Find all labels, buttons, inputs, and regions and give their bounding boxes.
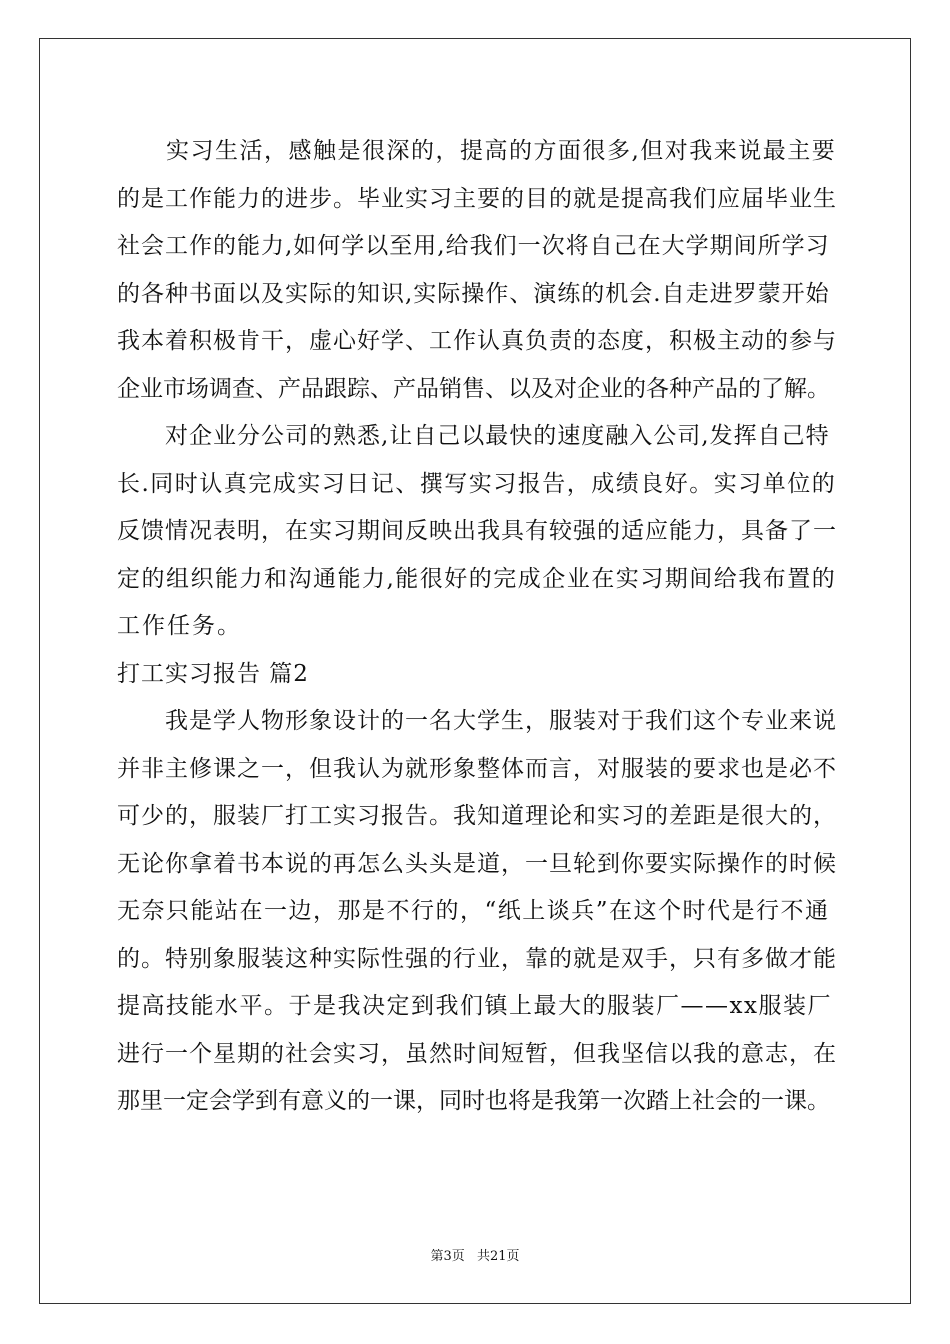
text-line: 我是学人物形象设计的一名大学生，服装对于我们这个专业来说: [117, 708, 837, 734]
text-line: 我本着积极肯干，虚心好学、工作认真负责的态度，积极主动的参与: [117, 328, 837, 354]
text-line: 长.同时认真完成实习日记、撰写实习报告，成绩良好。实习单位的: [117, 470, 837, 497]
text-line: 实习生活，感触是很深的，提高的方面很多,但对我来说最主要: [117, 138, 837, 164]
text-line: 定的组织能力和沟通能力,能很好的完成企业在实习期间给我布置的: [117, 565, 837, 592]
text-line: 无论你拿着书本说的再怎么头头是道，一旦轮到你要实际操作的时候: [117, 850, 837, 877]
text-line: 可少的，服装厂打工实习报告。我知道理论和实习的差距是很大的，: [117, 803, 837, 829]
paragraph: [117, 413, 837, 651]
paragraph: [117, 128, 837, 413]
text-line: 那里一定会学到有意义的一课，同时也将是我第一次踏上社会的一课。: [117, 1088, 830, 1114]
paragraph: [117, 698, 837, 1126]
text-line: 无奈只能站在一边，那是不行的，“纸上谈兵”在这个时代是行不通: [117, 898, 830, 924]
text-line: 并非主修课之一，但我认为就形象整体而言，对服装的要求也是必不: [117, 755, 837, 782]
text-line: 对企业分公司的熟悉,让自己以最快的速度融入公司,发挥自己特: [117, 423, 830, 449]
document-body: [117, 128, 837, 1126]
section-heading: [117, 651, 837, 699]
page-total: 共21页: [476, 1249, 520, 1264]
text-line: 提高技能水平。于是我决定到我们镇上最大的服装厂——xx服装厂: [117, 993, 832, 1019]
text-line: 工作任务。: [117, 613, 242, 639]
heading-text: 打工实习报告 篇2: [117, 660, 309, 687]
text-line: 的是工作能力的进步。毕业实习主要的目的就是提高我们应届毕业生: [117, 185, 837, 212]
text-line: 的。特别象服装这种实际性强的行业，靠的就是双手，只有多做才能: [117, 945, 837, 972]
text-line: 进行一个星期的社会实习，虽然时间短暂，但我坚信以我的意志，在: [117, 1040, 837, 1067]
text-line: 社会工作的能力,如何学以至用,给我们一次将自己在大学期间所学习: [117, 233, 830, 259]
text-line: 企业市场调查、产品跟踪、产品销售、以及对企业的各种产品的了解。: [117, 375, 830, 402]
text-line: 的各种书面以及实际的知识,实际操作、演练的机会.自走进罗蒙开始: [117, 280, 830, 307]
text-line: 反馈情况表明，在实习期间反映出我具有较强的适应能力，具备了一: [117, 518, 837, 544]
page-number: 第3页: [430, 1249, 465, 1264]
page-footer: [0, 1245, 950, 1264]
